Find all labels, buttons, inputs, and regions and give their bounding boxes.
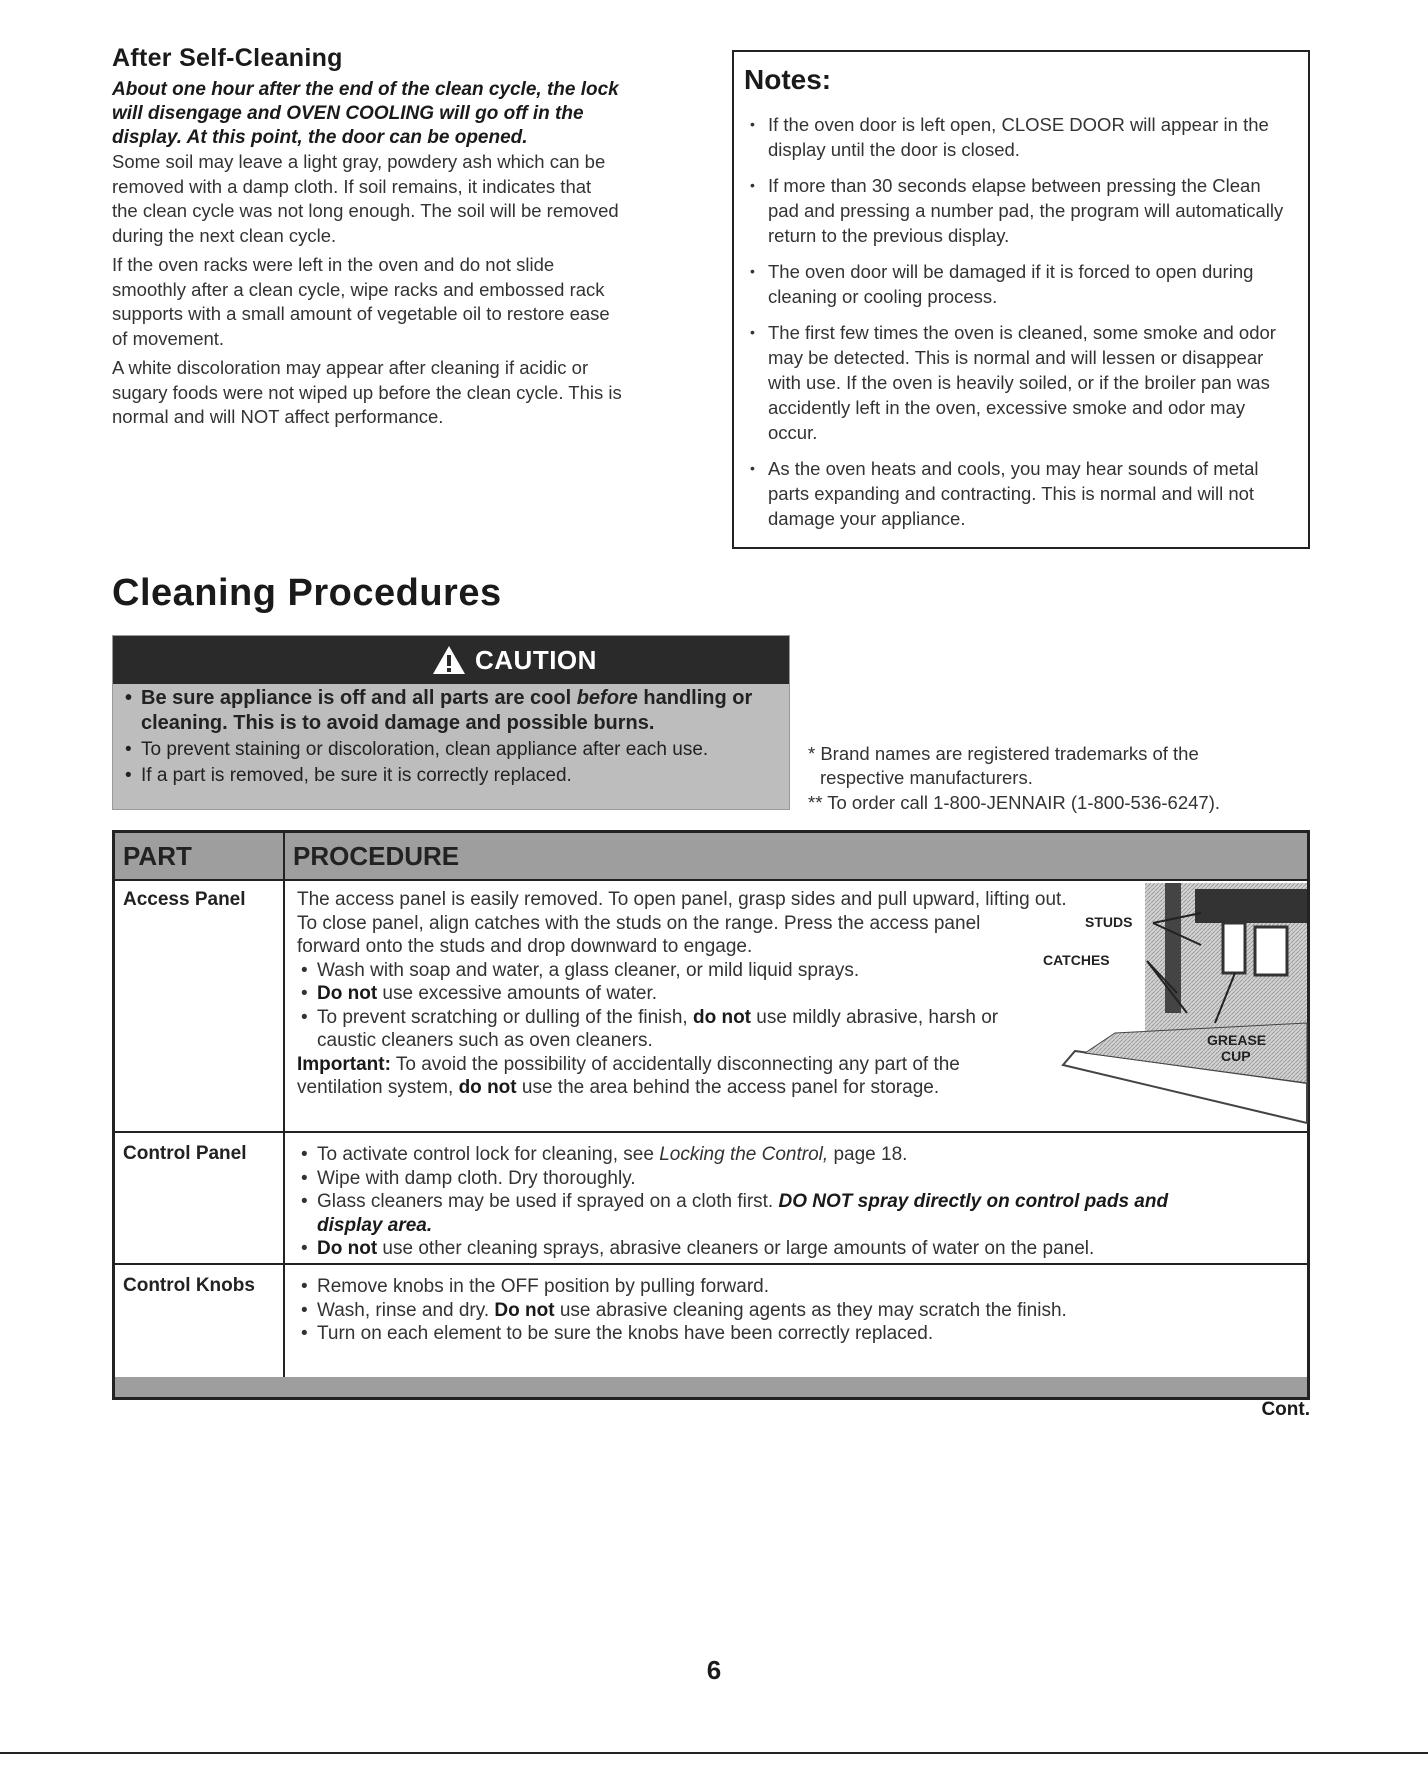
text: use the area behind the access panel for storage. (516, 1077, 940, 1098)
paragraph-line: smoothly after a clean cycle, wipe racks and embossed rack (112, 278, 605, 300)
procedure-access-panel (297, 888, 1067, 1100)
note-item: • The first few times the oven is cleaned, some smoke and odor may be detected. This is normal and will lessen or disappear with use. If the oven is heavily soiled, or if the broiler pan was accidently left in the oven, excessive smoke and odor may occur. (746, 320, 1296, 445)
procedure-bullet (297, 1299, 1287, 1323)
paragraph-line: during the next clean cycle. (112, 224, 337, 246)
order-footnote: ** To order call 1-800-JENNAIR (1-800-536-6247). (808, 792, 1220, 813)
text: page 18. (828, 1144, 908, 1165)
emphasis: do not (692, 1006, 752, 1028)
paragraph-racks (112, 253, 712, 351)
label-studs: STUDS (1085, 914, 1133, 930)
procedure-important (297, 1053, 1057, 1077)
paragraph-line: A white discoloration may appear after cleaning if acidic or (112, 357, 589, 378)
text: To activate control lock for cleaning, see (317, 1144, 660, 1165)
page-number: 6 (706, 1655, 722, 1685)
paragraph-line: Some soil may leave a light gray, powdery ash which can be (112, 151, 606, 172)
procedure-bullet: • Remove knobs in the OFF position by pulling forward. (297, 1275, 1287, 1299)
text: ventilation system, (297, 1077, 459, 1098)
note-item: • If more than 30 seconds elapse between pressing the Clean pad and pressing a number pad, the program will automatically return to the previous display. (746, 173, 1296, 248)
emphasis: DO NOT spray directly on control pads and (778, 1191, 1169, 1212)
table-header (115, 833, 1307, 881)
emphasis: Do not (494, 1299, 555, 1321)
text: use other cleaning sprays, abrasive cleaners or large amounts of water on the panel. (377, 1238, 1095, 1259)
paragraph-line: If the oven racks were left in the oven and do not slide (112, 254, 555, 275)
procedure-bullet (297, 1143, 1287, 1167)
column-header-part: PART (123, 841, 192, 871)
part-control-knobs: Control Knobs (123, 1275, 255, 1296)
label-cup: CUP (1221, 1048, 1251, 1064)
procedure-bullet (297, 1237, 1287, 1261)
procedure-line: To close panel, align catches with the studs on the range. Press the access panel (297, 912, 981, 934)
procedure-line: The access panel is easily removed. To open panel, grasp sides and pull upward, lifting out. (297, 889, 1067, 910)
procedure-line: forward onto the studs and drop downward to engage. (297, 936, 753, 957)
paragraph-line: sugary foods were not wiped up before the clean cycle. This is (112, 381, 622, 403)
notes-title: Notes: (744, 64, 832, 95)
caution-emphasis: before (576, 687, 638, 709)
caution-text: Be sure appliance is off and all parts are cool (141, 687, 577, 709)
procedure-control-panel (297, 1143, 1287, 1261)
trademark-footnote (808, 742, 1308, 790)
caution-label: CAUTION (475, 645, 597, 675)
footnote-line: * Brand names are registered trademarks of the (808, 743, 1199, 764)
table-footer-band (115, 1377, 1307, 1397)
intro-line: About one hour after the end of the clean cycle, the lock (112, 79, 619, 100)
emphasis: do not (458, 1077, 517, 1098)
text: To avoid the possibility of accidentally disconnecting any part of the (390, 1053, 960, 1075)
column-header-procedure: PROCEDURE (293, 841, 460, 871)
procedure-control-knobs (297, 1275, 1287, 1346)
procedure-table (112, 830, 1310, 1400)
procedure-bullet (297, 1190, 1287, 1214)
emphasis: Do not (317, 983, 378, 1004)
caution-text: handling or cleaning. This is to avoid damage and possible burns. (141, 687, 753, 734)
text: Wash, rinse and dry. (317, 1299, 495, 1321)
note-item: • The oven door will be damaged if it is forced to open during cleaning or cooling process. (746, 259, 1296, 309)
note-item: • If the oven door is left open, CLOSE DOOR will appear in the display until the door is closed. (746, 112, 1296, 162)
label-catches: CATCHES (1043, 952, 1110, 968)
paragraph-ash (112, 150, 712, 248)
warning-triangle-icon (431, 644, 467, 676)
procedure-line (297, 1076, 1057, 1100)
caution-item: • If a part is removed, be sure it is correctly replaced. (123, 763, 783, 788)
section-title-after-self-cleaning: After Self-Cleaning (112, 44, 343, 72)
procedure-bullet (297, 1006, 1057, 1030)
text: use mildly abrasive, harsh or (751, 1006, 999, 1028)
important-label: Important: (297, 1053, 391, 1075)
procedure-bullet: • Wipe with damp cloth. Dry thoroughly. (297, 1167, 1287, 1191)
paragraph-line: supports with a small amount of vegetable oil to restore ease (112, 303, 610, 324)
text: Glass cleaners may be used if sprayed on a cloth first. (317, 1191, 779, 1212)
footnote-line: respective manufacturers. (820, 767, 1033, 788)
notes-list (746, 112, 1296, 542)
caution-list (123, 686, 783, 789)
procedure-line: caustic cleaners such as oven cleaners. (317, 1030, 653, 1051)
caution-item (123, 686, 783, 736)
emphasis: display area. (317, 1214, 433, 1236)
continued-label: Cont. (1261, 1399, 1310, 1420)
intro-line: display. At this point, the door can be opened. (112, 127, 528, 148)
paragraph-line: the clean cycle was not long enough. The soil will be removed (112, 200, 619, 221)
procedure-bullet: • Turn on each element to be sure the knobs have been correctly replaced. (297, 1322, 1287, 1346)
note-item: • As the oven heats and cools, you may hear sounds of metal parts expanding and contracting. This is normal and will not damage your appliance. (746, 456, 1296, 531)
procedure-bullet: • Wash with soap and water, a glass cleaner, or mild liquid sprays. (297, 959, 1057, 983)
part-control-panel: Control Panel (123, 1143, 247, 1164)
paragraph-discoloration (112, 356, 712, 430)
reference: Locking the Control, (659, 1144, 829, 1165)
row-divider (115, 1131, 1307, 1133)
column-divider (283, 833, 285, 1397)
access-panel-illustration (1043, 883, 1307, 1123)
bottom-rule (0, 1752, 1428, 1754)
paragraph-line: of movement. (112, 327, 225, 349)
paragraph-line: removed with a damp cloth. If soil remains, it indicates that (112, 175, 592, 197)
procedure-bullet (297, 982, 1057, 1006)
label-grease: GREASE (1207, 1032, 1267, 1048)
row-divider (115, 1263, 1307, 1265)
notes-box (732, 50, 1310, 549)
emphasis: Do not (317, 1238, 378, 1259)
caution-item: • To prevent staining or discoloration, clean appliance after each use. (123, 737, 783, 762)
part-access-panel: Access Panel (123, 889, 246, 910)
text: use abrasive cleaning agents as they may scratch the finish. (554, 1299, 1067, 1321)
intro-line: will disengage and OVEN COOLING will go off in the (112, 103, 584, 124)
text: use excessive amounts of water. (377, 983, 658, 1004)
caution-header (113, 636, 789, 684)
after-self-cleaning-intro (112, 78, 712, 150)
paragraph-line: normal and will NOT affect performance. (112, 406, 444, 427)
section-title-cleaning-procedures: Cleaning Procedures (112, 572, 502, 614)
caution-box (112, 635, 790, 810)
text: To prevent scratching or dulling of the finish, (317, 1006, 693, 1028)
